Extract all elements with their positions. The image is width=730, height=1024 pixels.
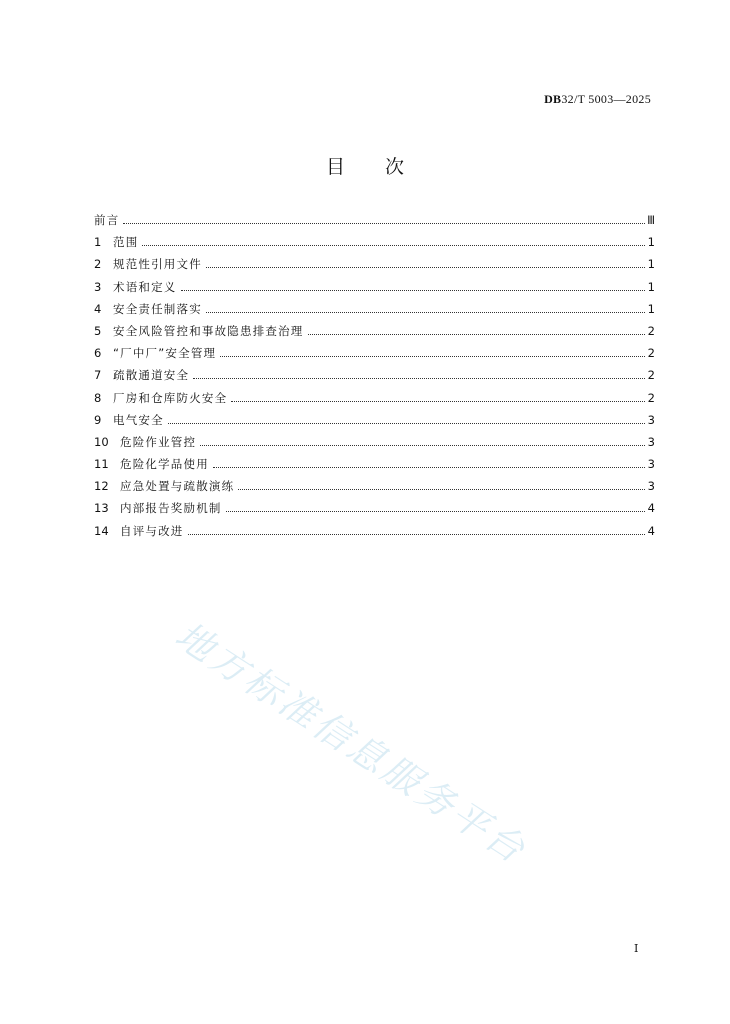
toc-entry-page: 4 xyxy=(647,523,655,538)
toc-entry[interactable] xyxy=(94,234,655,256)
toc-entry-number: 9 xyxy=(94,412,102,427)
toc-entry-label: 范围 xyxy=(113,235,139,250)
standard-code xyxy=(544,92,651,107)
toc-leader-dots xyxy=(238,488,645,490)
toc-entry[interactable] xyxy=(94,456,655,478)
toc-entry-number: 2 xyxy=(94,257,102,272)
toc-entry-number: 7 xyxy=(94,368,102,383)
toc-leader-dots xyxy=(142,244,645,246)
toc-entry-number: 14 xyxy=(94,523,109,538)
toc-entry-label: 危险作业管控 xyxy=(120,434,197,449)
toc-entry-page: 1 xyxy=(647,279,655,294)
toc-entry-page: 3 xyxy=(647,412,655,427)
toc-entry-label: 自评与改进 xyxy=(120,523,184,538)
toc-entry-page: 3 xyxy=(647,457,655,472)
toc-entry-page: 1 xyxy=(647,257,655,272)
toc-entry-number: 1 xyxy=(94,235,102,250)
toc-entry[interactable] xyxy=(94,345,655,367)
toc-leader-dots xyxy=(231,400,645,402)
toc-entry[interactable] xyxy=(94,412,655,434)
toc-entry-label: 内部报告奖励机制 xyxy=(120,501,222,516)
page-title: 目次 xyxy=(325,156,444,178)
toc-entry-label: 术语和定义 xyxy=(113,279,177,294)
toc-entry-page: 1 xyxy=(647,301,655,316)
toc-entry[interactable] xyxy=(94,478,655,500)
toc-entry-page: 2 xyxy=(647,346,655,361)
toc-entry[interactable] xyxy=(94,523,655,545)
toc-entry-label: 危险化学品使用 xyxy=(120,457,209,472)
toc-entry-label: 疏散通道安全 xyxy=(113,368,190,383)
toc-entry-label: 电气安全 xyxy=(113,412,164,427)
toc-leader-dots xyxy=(206,311,645,313)
toc-entry-page: 3 xyxy=(647,479,655,494)
toc-entry[interactable] xyxy=(94,323,655,345)
toc-entry[interactable] xyxy=(94,256,655,278)
toc-entry-label: 规范性引用文件 xyxy=(113,257,202,272)
toc-leader-dots xyxy=(213,466,645,468)
toc-leader-dots xyxy=(226,510,645,512)
page-number: I xyxy=(634,942,639,955)
toc-entry-page: Ⅲ xyxy=(647,213,655,227)
toc-entry-number: 5 xyxy=(94,323,102,338)
toc-leader-dots xyxy=(168,422,645,424)
toc-leader-dots xyxy=(200,444,645,446)
toc-leader-dots xyxy=(193,377,645,379)
toc-leader-dots xyxy=(308,333,646,335)
toc-leader-dots xyxy=(220,355,645,357)
toc-entry[interactable] xyxy=(94,434,655,456)
toc-leader-dots xyxy=(181,289,646,291)
toc-entry-number: 13 xyxy=(94,501,109,516)
toc-entry-number: 4 xyxy=(94,301,102,316)
toc-leader-dots xyxy=(123,222,645,224)
watermark: 地方标准信息服务平台 xyxy=(167,613,535,873)
toc-leader-dots xyxy=(206,266,645,268)
toc-entry-number: 3 xyxy=(94,279,102,294)
toc-entry-number: 11 xyxy=(94,457,109,472)
toc-entry-label: 安全风险管控和事故隐患排查治理 xyxy=(113,323,304,338)
toc-entry-page: 3 xyxy=(647,434,655,449)
toc-entry[interactable] xyxy=(94,500,655,522)
toc-entry-page: 4 xyxy=(647,501,655,516)
toc-entry-label: 安全责任制落实 xyxy=(113,301,202,316)
toc-entry-label: 前言 xyxy=(94,213,120,227)
toc-entry-page: 2 xyxy=(647,390,655,405)
toc-entry[interactable] xyxy=(94,367,655,389)
toc-entry-label: “厂中厂”安全管理 xyxy=(113,346,217,361)
toc-entry-page: 2 xyxy=(647,368,655,383)
table-of-contents xyxy=(94,212,655,545)
toc-entry[interactable] xyxy=(94,301,655,323)
toc-entry[interactable] xyxy=(94,390,655,412)
toc-leader-dots xyxy=(188,533,646,535)
toc-entry[interactable] xyxy=(94,212,655,234)
toc-entry-label: 厂房和仓库防火安全 xyxy=(113,390,228,405)
toc-entry[interactable] xyxy=(94,279,655,301)
toc-entry-number: 10 xyxy=(94,434,109,449)
toc-entry-number: 12 xyxy=(94,479,109,494)
standard-code-prefix: DB xyxy=(544,92,562,106)
toc-entry-page: 1 xyxy=(647,235,655,250)
toc-entry-label: 应急处置与疏散演练 xyxy=(120,479,235,494)
toc-entry-number: 8 xyxy=(94,390,102,405)
standard-code-number: 32/T 5003—2025 xyxy=(561,92,651,106)
toc-entry-number: 6 xyxy=(94,346,102,361)
toc-entry-page: 2 xyxy=(647,323,655,338)
